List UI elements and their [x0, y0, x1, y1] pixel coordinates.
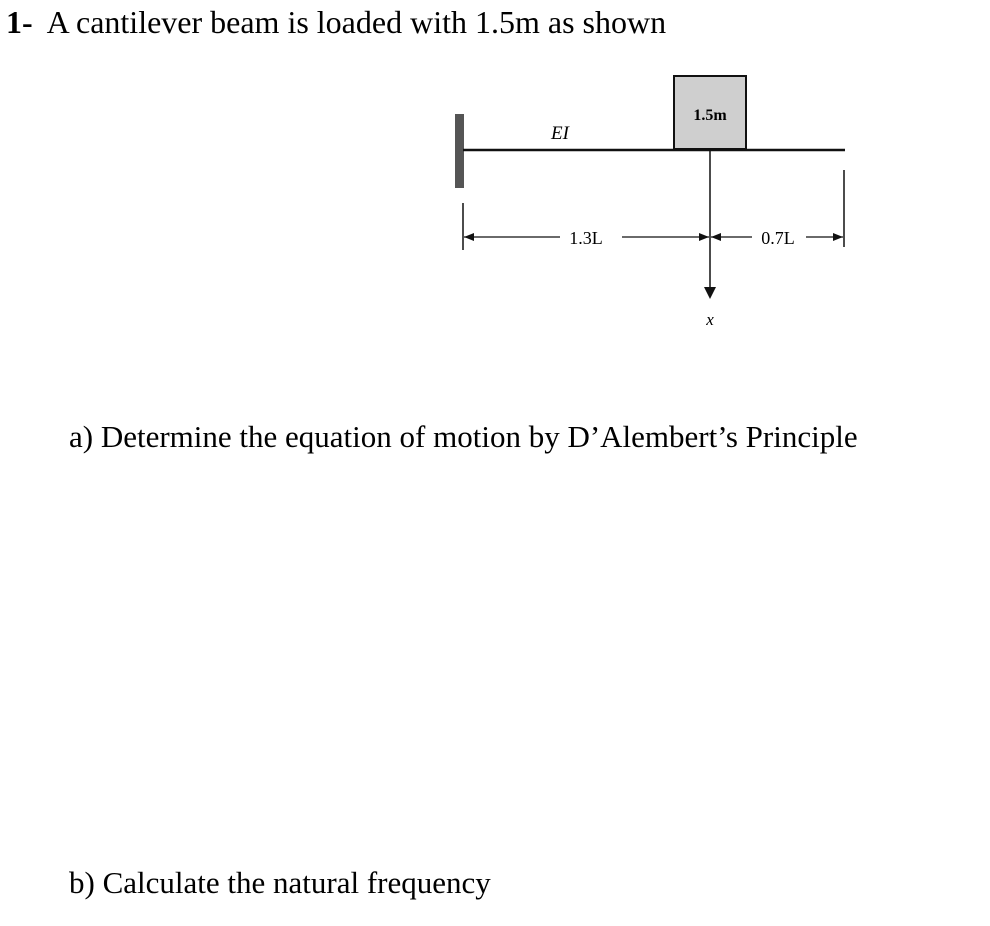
part-b-label: b): [69, 865, 95, 900]
fixed-wall: [455, 114, 464, 188]
stiffness-label: EI: [551, 123, 569, 144]
question-number: 1-: [6, 4, 33, 40]
part-b: [69, 864, 491, 902]
mass-label: 1.5m: [693, 107, 727, 124]
displacement-arrowhead: [704, 287, 716, 299]
part-b-text: Calculate the natural frequency: [102, 865, 491, 900]
part-a: [69, 418, 858, 456]
left-span-label: 1.3L: [569, 228, 603, 248]
displacement-label: x: [706, 310, 714, 329]
part-a-text: Determine the equation of motion by D’Alembert’s Principle: [100, 419, 858, 454]
right-span-arrow-start: [711, 233, 721, 241]
question-text: A cantilever beam is loaded with 1.5m as shown: [46, 4, 667, 40]
left-span-arrow-start: [464, 233, 474, 241]
part-a-label: a): [69, 419, 94, 454]
left-span-arrow-end: [699, 233, 709, 241]
right-span-arrow-end: [833, 233, 843, 241]
right-span-label: 0.7L: [761, 228, 795, 248]
